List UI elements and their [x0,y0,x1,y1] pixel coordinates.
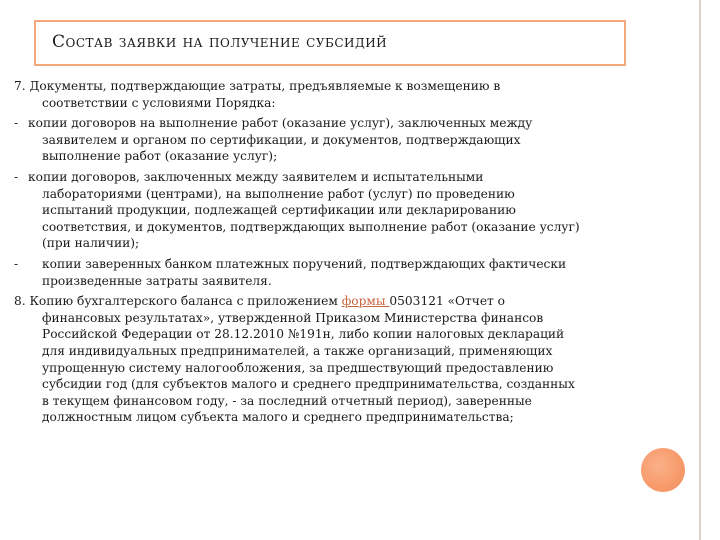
bullet-line: копии договоров на выполнение работ (оказание услуг), заключенных между [28,116,533,131]
bullet-marker: - [14,116,19,131]
item-8-line: субсидии год (для субъектов малого и среднего предпринимательства, созданных [42,377,575,392]
item-8-line: в текущем финансовом году, - за последний отчетный период), заверенные [42,393,532,408]
form-link[interactable]: формы [341,294,390,309]
item-8-line: для индивидуальных предпринимателей, а также организаций, применяющих [42,343,553,358]
decorative-circle [641,448,685,492]
item-8-first-line [14,293,676,310]
title-box [34,20,626,66]
item-7 [14,78,676,111]
bullet-line: произведенные затраты заявителя. [42,273,272,288]
item-8-line: упрощенную систему налогообложения, за предшествующий предоставлению [42,360,554,375]
item-8-text: 8. Копию бухгалтерского баланса с приложением [14,294,342,309]
bullet-line: соответствия, и документов, подтверждающих выполнение работ (оказание услуг) [42,219,580,234]
bullet-line: испытаний продукции, подлежащей сертификации или декларированию [42,203,516,218]
item-8-line: должностным лицом субъекта малого и среднего предпринимательства; [42,410,514,425]
bullet-line: копии заверенных банком платежных поручений, подтверждающих фактически [42,256,567,271]
item-8-text: 0503121 «Отчет о [389,294,505,309]
bullet-marker: - [14,169,19,184]
bullet-line: копии договоров, заключенных между заявителем и испытательными [28,169,484,184]
bullet-item [14,169,676,252]
bullet-marker: - [14,256,19,271]
item-7-line: 7. Документы, подтверждающие затраты, предъявляемые к возмещению в [14,79,501,93]
bullet-line: лабораториями (центрами), на выполнение работ (услуг) по проведению [42,186,515,201]
item-7-line: соответствии с условиями Порядка: [42,95,276,110]
item-8-line: Российской Федерации от 28.12.2010 №191н, либо копии налоговых деклараций [42,327,565,342]
document-body [14,78,676,430]
bullet-line: заявителем и органом по сертификации, и документов, подтверждающих [42,132,521,147]
item-8-line: финансовых результатах», утвержденной Приказом Министерства финансов [42,310,544,325]
bullet-line: выполнение работ (оказание услуг); [42,149,278,164]
bullet-item [14,115,676,165]
bullet-item [14,256,676,289]
page-title: Состав заявки на получение субсидий [52,32,388,52]
decorative-rail [699,0,701,540]
item-8 [14,293,676,426]
bullet-line: (при наличии); [42,236,140,251]
